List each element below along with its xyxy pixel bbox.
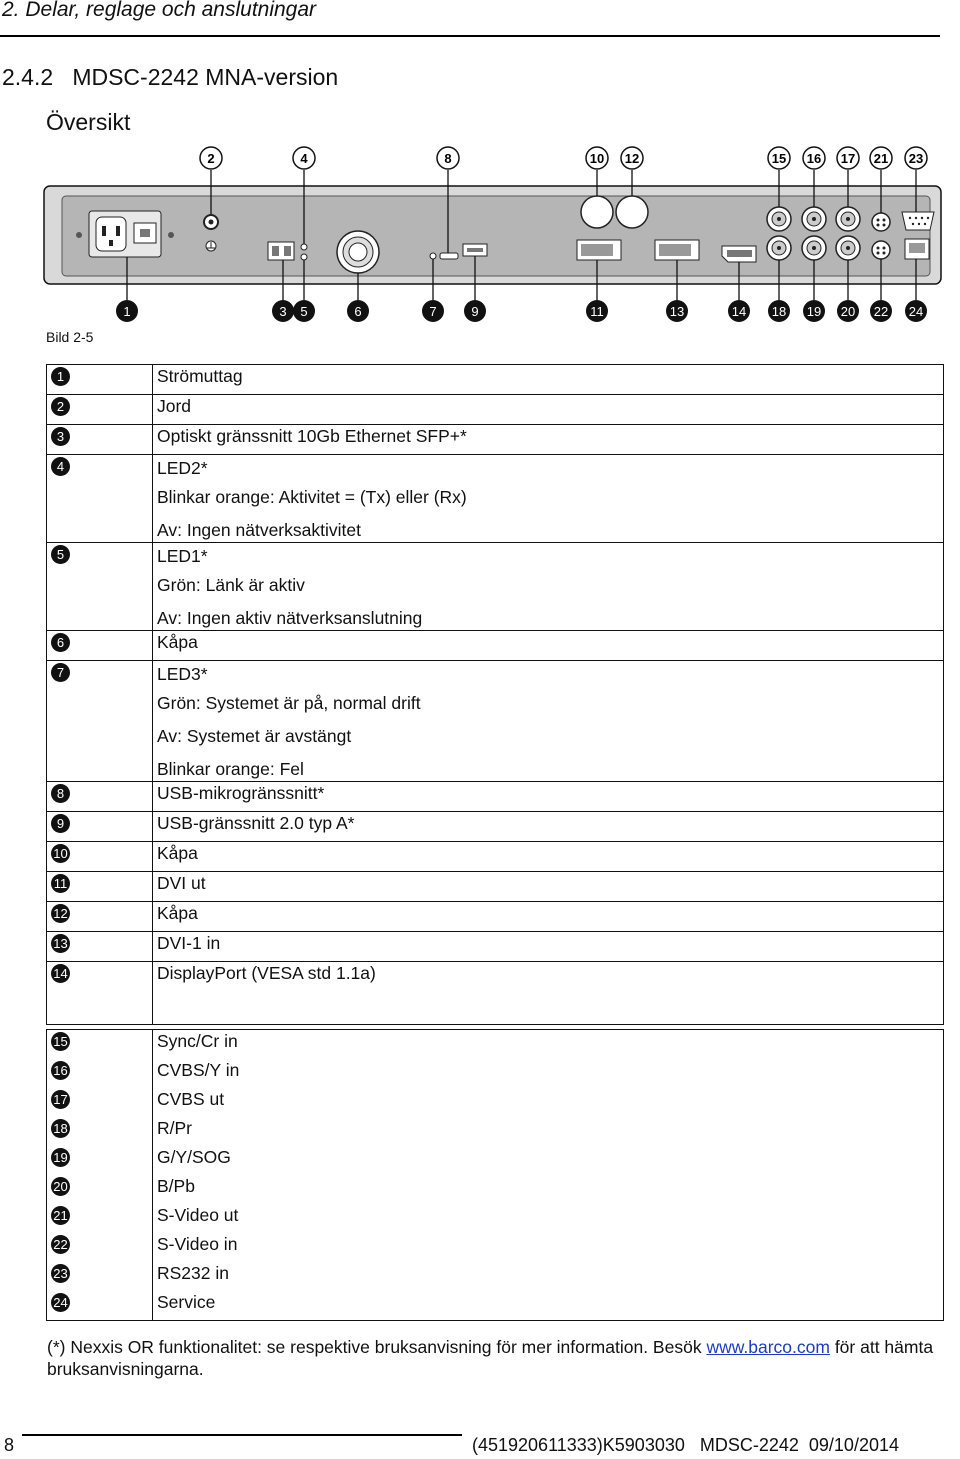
bnc-19-icon: [802, 236, 826, 260]
item-label: CVBS/Y in: [157, 1060, 240, 1080]
item-number-badge: 2: [51, 397, 70, 416]
item-number-badge: 19: [51, 1148, 70, 1167]
item-number-cell: [47, 1262, 153, 1291]
svg-text:21: 21: [873, 151, 889, 166]
svg-text:15: 15: [771, 151, 787, 166]
footnote-text: (*) Nexxis OR funktionalitet: se respektive bruksanvisning för mer information. Besök: [47, 1337, 707, 1357]
svg-text:4: 4: [300, 151, 308, 166]
item-number-badge: 14: [51, 964, 70, 983]
svg-text:18: 18: [771, 304, 787, 319]
item-detail: Grön: Systemet är på, normal drift: [157, 693, 421, 713]
item-description-cell: [153, 872, 944, 902]
table-row: [47, 1291, 944, 1321]
item-number-cell: [47, 1291, 153, 1321]
item-label: CVBS ut: [157, 1089, 225, 1109]
item-description-cell: [153, 425, 944, 455]
item-number-badge: 11: [51, 874, 70, 893]
item-number-badge: 20: [51, 1177, 70, 1196]
table-row: [47, 1233, 944, 1262]
callout-2: [200, 147, 222, 169]
item-number-badge: 9: [51, 814, 70, 833]
callout-15: [768, 147, 790, 169]
item-number-cell: [47, 872, 153, 902]
item-number-badge: 4: [51, 457, 70, 476]
table-row: [47, 455, 944, 543]
item-number-cell: [47, 661, 153, 782]
svideo-out-icon: [872, 213, 890, 231]
svg-text:24: 24: [908, 304, 924, 319]
item-number-cell: [47, 962, 153, 1025]
svg-text:1: 1: [123, 304, 131, 319]
callout-23: [905, 147, 927, 169]
subsection-title: Översikt: [46, 109, 131, 135]
callout-3: [272, 300, 294, 322]
table-row: [47, 661, 944, 782]
document-info: (451920611333)K5903030 MDSC-2242 09/10/2014: [472, 1435, 899, 1455]
item-label: LED1*: [157, 546, 208, 566]
item-description-cell: [153, 395, 944, 425]
footnote-text-end: för att hämta bruksanvisningarna.: [47, 1337, 938, 1379]
bnc-17-icon: [836, 207, 860, 231]
bnc-15-icon: [767, 207, 791, 231]
item-number-badge: 5: [51, 545, 70, 564]
item-number-badge: 23: [51, 1264, 70, 1283]
footer-rule: [22, 1434, 462, 1436]
item-number-cell: [47, 1059, 153, 1088]
item-description-cell: [153, 1030, 944, 1060]
item-label: S-Video ut: [157, 1205, 239, 1225]
item-description-cell: [153, 1262, 944, 1291]
table-row: [47, 842, 944, 872]
bottom-callouts: [0, 298, 960, 324]
table-row: [47, 1262, 944, 1291]
item-number-badge: 12: [51, 904, 70, 923]
cover-12-icon: [616, 196, 648, 228]
item-detail: Av: Ingen nätverksaktivitet: [157, 520, 361, 540]
item-number-cell: [47, 543, 153, 631]
item-label: DisplayPort (VESA std 1.1a): [157, 963, 376, 983]
table-row: [47, 1059, 944, 1088]
header-rule: [0, 35, 940, 37]
table-row: [47, 425, 944, 455]
legend-table-2: [46, 1029, 944, 1321]
item-description-cell: [153, 902, 944, 932]
table-row: [47, 902, 944, 932]
callout-17: [837, 147, 859, 169]
led2-icon: [301, 244, 307, 250]
item-number-cell: [47, 812, 153, 842]
callout-12: [621, 147, 643, 169]
item-label: LED3*: [157, 664, 208, 684]
item-detail: Av: Ingen aktiv nätverksanslutning: [157, 608, 423, 628]
table-row: [47, 543, 944, 631]
item-description-cell: [153, 631, 944, 661]
bnc-18-icon: [767, 236, 791, 260]
table-row: [47, 872, 944, 902]
item-label: LED2*: [157, 458, 208, 478]
svideo-in-icon: [872, 241, 890, 259]
svg-text:5: 5: [300, 304, 308, 319]
item-description-cell: [153, 455, 944, 543]
callout-21: [870, 147, 892, 169]
callout-11: [586, 300, 608, 322]
item-description-cell: [153, 1146, 944, 1175]
svg-text:10: 10: [589, 151, 605, 166]
callout-20: [837, 300, 859, 322]
item-description-cell: [153, 365, 944, 395]
rs232-icon: [902, 212, 934, 230]
callout-4: [293, 147, 315, 169]
callout-10: [586, 147, 608, 169]
item-number-cell: [47, 1146, 153, 1175]
footnote: [47, 1336, 947, 1380]
item-number-badge: 21: [51, 1206, 70, 1225]
item-description-cell: [153, 661, 944, 782]
section-title: 2.4.2 MDSC-2242 MNA-version: [2, 64, 339, 90]
item-number-badge: 15: [51, 1032, 70, 1051]
item-number-cell: [47, 1030, 153, 1060]
panel-inner: [62, 196, 930, 276]
svg-text:7: 7: [429, 304, 437, 319]
item-description-cell: [153, 1088, 944, 1117]
figure-caption: Bild 2-5: [46, 329, 94, 345]
svg-text:22: 22: [873, 304, 889, 319]
item-number-badge: 7: [51, 663, 70, 682]
item-number-cell: [47, 1088, 153, 1117]
item-label: Optiskt gränssnitt 10Gb Ethernet SFP+*: [157, 426, 467, 446]
table-row: [47, 962, 944, 1025]
item-description-cell: [153, 1175, 944, 1204]
barco-link[interactable]: www.barco.com: [706, 1337, 830, 1357]
item-detail: Av: Systemet är avstängt: [157, 726, 352, 746]
item-number-badge: 18: [51, 1119, 70, 1138]
item-number-badge: 10: [51, 844, 70, 863]
item-number-badge: 6: [51, 633, 70, 652]
callout-16: [803, 147, 825, 169]
svg-text:6: 6: [354, 304, 362, 319]
item-label: S-Video in: [157, 1234, 238, 1254]
bnc-20-icon: [836, 236, 860, 260]
item-label: Kåpa: [157, 903, 198, 923]
table-row: [47, 1030, 944, 1060]
svg-text:20: 20: [840, 304, 856, 319]
item-detail: Blinkar orange: Fel: [157, 759, 304, 779]
item-number-badge: 8: [51, 784, 70, 803]
item-detail: Blinkar orange: Aktivitet = (Tx) eller (Rx): [157, 487, 467, 507]
svg-text:23: 23: [908, 151, 924, 166]
item-label: Sync/Cr in: [157, 1031, 238, 1051]
item-detail: Grön: Länk är aktiv: [157, 575, 305, 595]
svg-text:14: 14: [731, 304, 747, 319]
item-label: B/Pb: [157, 1176, 195, 1196]
table-row: [47, 395, 944, 425]
led1-icon: [301, 254, 307, 260]
item-description-cell: [153, 1117, 944, 1146]
table-row: [47, 1204, 944, 1233]
svg-text:16: 16: [806, 151, 822, 166]
item-description-cell: [153, 962, 944, 1025]
table-row: [47, 812, 944, 842]
item-number-cell: [47, 782, 153, 812]
table-row: [47, 932, 944, 962]
item-description-cell: [153, 1233, 944, 1262]
item-description-cell: [153, 1204, 944, 1233]
table-row: [47, 1175, 944, 1204]
usb-micro-icon: [440, 253, 458, 259]
page-number: 8: [4, 1435, 15, 1455]
callout-7: [422, 300, 444, 322]
item-description-cell: [153, 1059, 944, 1088]
table-row: [47, 631, 944, 661]
item-label: R/Pr: [157, 1118, 192, 1138]
svg-text:8: 8: [444, 151, 452, 166]
legend-table-1: [46, 364, 944, 1025]
table-row: [47, 1146, 944, 1175]
item-description-cell: [153, 543, 944, 631]
item-label: Kåpa: [157, 843, 198, 863]
item-number-badge: 1: [51, 367, 70, 386]
top-callouts: [200, 147, 927, 169]
item-number-cell: [47, 1204, 153, 1233]
svg-text:19: 19: [806, 304, 822, 319]
svg-text:11: 11: [590, 304, 604, 319]
item-label: USB-gränssnitt 2.0 typ A*: [157, 813, 355, 833]
item-number-cell: [47, 1233, 153, 1262]
item-number-badge: 3: [51, 427, 70, 446]
callout-18: [768, 300, 790, 322]
item-description-cell: [153, 1291, 944, 1321]
cover-10-icon: [581, 196, 613, 228]
item-number-badge: 16: [51, 1061, 70, 1080]
item-number-cell: [47, 631, 153, 661]
svg-text:12: 12: [624, 151, 640, 166]
item-description-cell: [153, 842, 944, 872]
chapter-title: 2. Delar, reglage och anslutningar: [2, 0, 317, 21]
item-label: Kåpa: [157, 632, 198, 652]
callout-8: [437, 147, 459, 169]
item-label: RS232 in: [157, 1263, 229, 1283]
item-number-cell: [47, 842, 153, 872]
callout-22: [870, 300, 892, 322]
table-row: [47, 1117, 944, 1146]
svg-text:13: 13: [669, 304, 685, 319]
item-label: Service: [157, 1292, 216, 1312]
item-number-badge: 17: [51, 1090, 70, 1109]
item-number-badge: 22: [51, 1235, 70, 1254]
svg-text:17: 17: [840, 151, 856, 166]
callout-14: [728, 300, 750, 322]
callout-13: [666, 300, 688, 322]
item-label: Jord: [157, 396, 192, 416]
callout-9: [464, 300, 486, 322]
item-label: G/Y/SOG: [157, 1147, 231, 1167]
callout-1: [116, 300, 138, 322]
bnc-16-icon: [802, 207, 826, 231]
item-number-cell: [47, 365, 153, 395]
led3-icon: [430, 253, 436, 259]
table-row: [47, 365, 944, 395]
item-number-cell: [47, 902, 153, 932]
table-row: [47, 1088, 944, 1117]
svg-text:3: 3: [279, 304, 287, 319]
item-number-cell: [47, 455, 153, 543]
item-number-cell: [47, 1175, 153, 1204]
svg-text:9: 9: [471, 304, 479, 319]
item-number-cell: [47, 395, 153, 425]
item-description-cell: [153, 782, 944, 812]
item-description-cell: [153, 812, 944, 842]
item-description-cell: [153, 932, 944, 962]
item-label: Strömuttag: [157, 366, 243, 386]
item-label: USB-mikrogränssnitt*: [157, 783, 325, 803]
item-number-cell: [47, 932, 153, 962]
callout-24: [905, 300, 927, 322]
svg-text:2: 2: [207, 151, 215, 166]
item-number-badge: 24: [51, 1293, 70, 1312]
table-row: [47, 782, 944, 812]
item-number-cell: [47, 1117, 153, 1146]
item-label: DVI ut: [157, 873, 206, 893]
callout-6: [347, 300, 369, 322]
item-label: DVI-1 in: [157, 933, 221, 953]
item-number-badge: 13: [51, 934, 70, 953]
callout-5: [293, 300, 315, 322]
item-number-cell: [47, 425, 153, 455]
callout-19: [803, 300, 825, 322]
